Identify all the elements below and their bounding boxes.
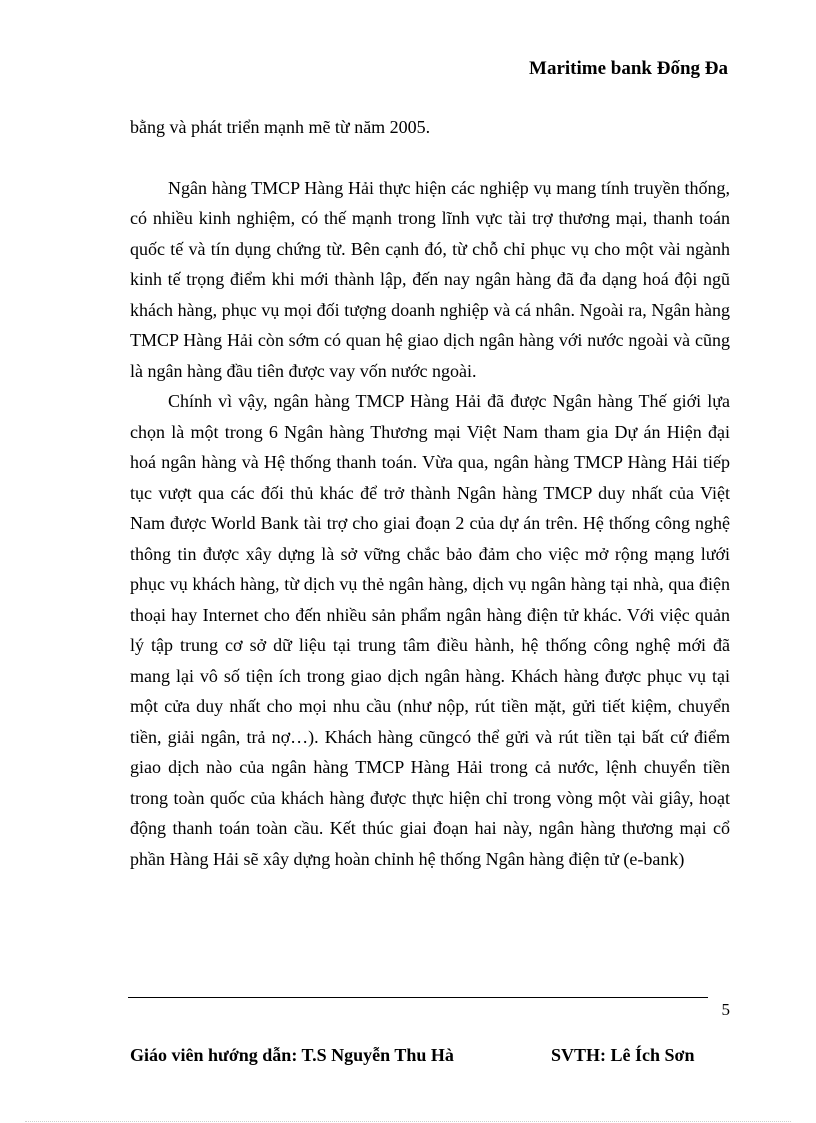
body-text [130, 112, 730, 874]
footer-student: SVTH: Lê Ích Sơn [551, 1045, 695, 1065]
paragraph-3: Chính vì vậy, ngân hàng TMCP Hàng Hải đã được Ngân hàng Thế giới lựa chọn là một trong 6 Ngân hàng Thương mại Việt Nam tham gia Dự án Hiện đại hoá ngân hàng và Hệ thống thanh toán. Vừa qua, ngân hàng TMCP Hàng Hải tiếp tục vượt qua các đối thủ khác để trở thành Ngân hàng TMCP duy nhất của Việt Nam được World Bank tài trợ cho giai đoạn 2 của dự án trên. Hệ thống công nghệ thông tin được xây dựng là sở vững chắc bảo đảm cho việc mở rộng mạng lưới phục vụ khách hàng, từ dịch vụ thẻ ngân hàng, dịch vụ ngân hàng tại nhà, qua điện thoại hay Internet cho đến nhiều sản phẩm ngân hàng điện tử khác. Với việc quản lý tập trung cơ sở dữ liệu tại trung tâm điều hành, hệ thống công nghệ mới đã mang lại vô số tiện ích trong giao dịch ngân hàng. Khách hàng được phục vụ tại một cửa duy nhất cho mọi nhu cầu (như nộp, rút tiền mặt, gửi tiết kiệm, chuyển tiền, giải ngân, trả nợ…). Khách hàng cũngcó thể gửi và rút tiền tại bất cứ điểm giao dịch nào của ngân hàng TMCP Hàng Hải trong cả nước, lệnh chuyển tiền trong toàn quốc của khách hàng được thực hiện chỉ trong vòng một vài giây, hoạt động thanh toán toàn cầu. Kết thúc giai đoạn hai này, ngân hàng thương mại cổ phần Hàng Hải sẽ xây dựng hoàn chỉnh hệ thống Ngân hàng điện tử (e-bank) [130, 391, 730, 869]
paragraph-1: bằng và phát triển mạnh mẽ từ năm 2005. [130, 117, 431, 137]
page-number: 5 [721, 1000, 730, 1019]
footer-supervisor: Giáo viên hướng dẫn: T.S Nguyễn Thu Hà [130, 1045, 454, 1065]
paragraph-2: Ngân hàng TMCP Hàng Hải thực hiện các nghiệp vụ mang tính truyền thống, có nhiều kinh nghiệm, có thế mạnh trong lĩnh vực tài trợ thương mại, thanh toán quốc tế và tín dụng chứng từ. Bên cạnh đó, từ chỗ chỉ phục vụ cho một vài ngành kinh tế trọng điểm khi mới thành lập, đến nay ngân hàng đã đa dạng hoá đội ngũ khách hàng, phục vụ mọi đối tượng doanh nghiệp và cá nhân. Ngoài ra, Ngân hàng TMCP Hàng Hải còn sớm có quan hệ giao dịch ngân hàng với nước ngoài và cũng là ngân hàng đầu tiên được vay vốn nước ngoài. [130, 177, 730, 381]
page-bottom-border [25, 1121, 791, 1122]
page-header: Maritime bank Đống Đa [529, 58, 728, 79]
footer-divider [128, 997, 708, 998]
